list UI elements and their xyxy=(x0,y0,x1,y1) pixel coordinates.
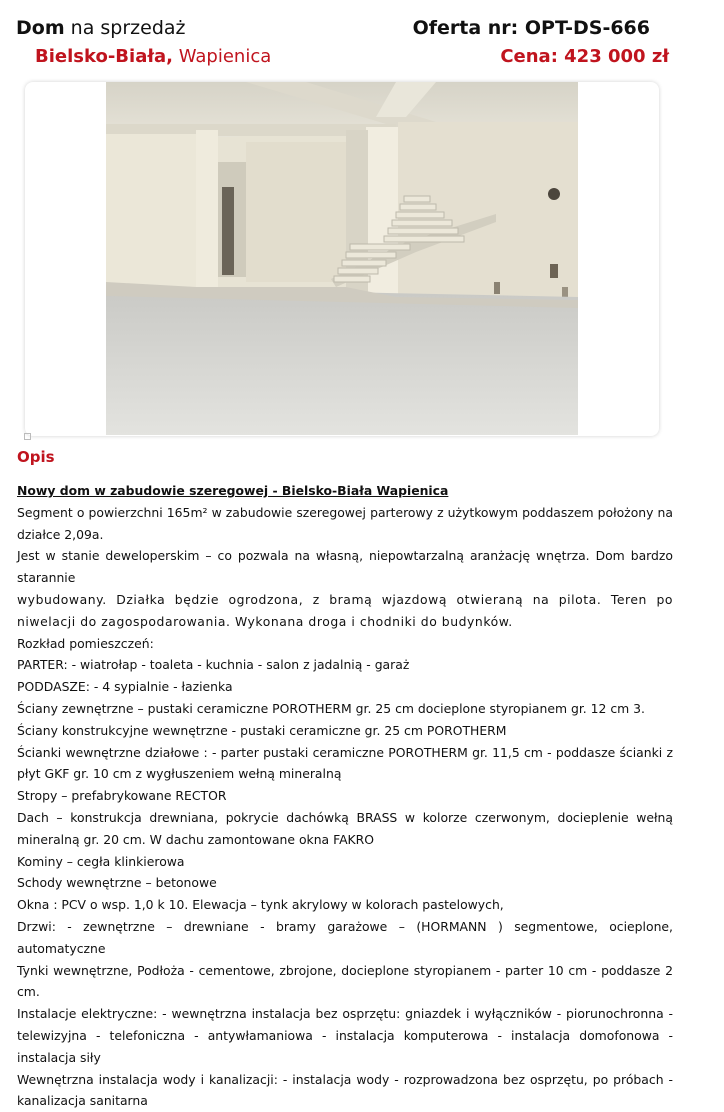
description-paragraph: Instalacje elektryczne: - wewnętrzna instalacja bez osprzętu: gniazdek i wyłączników - piorunochronna - telewizyjna - telefoniczna - antywłamaniowa - instalacja komputerowa - instalacja domofonowa - instalacja siły xyxy=(17,1006,673,1065)
description xyxy=(17,480,673,1112)
city-name: Bielsko-Biała, xyxy=(35,46,174,67)
description-paragraph: Dach – konstrukcja drewniana, pokrycie dachówką BRASS w kolorze czerwonym, docieplenie wełną mineralną gr. 20 cm. W dachu zamontowane okna FAKRO xyxy=(17,809,673,847)
description-paragraph: Ścianki wewnętrzne działowe : - parter pustaki ceramiczne POROTHERM gr. 11,5 cm - poddasze ścianki z płyt GKF gr. 10 cm z wygłuszeniem wełną mineralną xyxy=(17,744,673,782)
listing-header xyxy=(0,0,724,80)
description-paragraph: PARTER: - wiatrołap - toaleta - kuchnia - salon z jadalnią - garaż xyxy=(17,657,410,673)
description-paragraph: Ściany zewnętrzne – pustaki ceramiczne POROTHERM gr. 25 cm docieplone styropianem gr. 12 cm 3. xyxy=(17,700,645,716)
property-type: Dom xyxy=(16,17,65,39)
description-paragraph: Wewnętrzna instalacja wody i kanalizacji: - instalacja wody - rozprowadzona bez osprzętu, po próbach - kanalizacja sanitarna xyxy=(17,1071,673,1109)
description-paragraph: PODDASZE: - 4 sypialnie - łazienka xyxy=(17,679,233,695)
description-paragraph: Rozkład pomieszczeń: xyxy=(17,635,154,651)
description-paragraph: Tynki wewnętrzne, Podłoża - cementowe, zbrojone, docieplone styropianem - parter 10 cm - poddasze 2 cm. xyxy=(17,962,673,1000)
photo-thumbnail-marker xyxy=(24,433,31,440)
description-paragraph: Kominy – cegła klinkierowa xyxy=(17,853,185,869)
description-heading: Nowy dom w zabudowie szeregowej - Bielsko-Biała Wapienica xyxy=(17,483,449,498)
description-paragraph: Ściany konstrukcyjne wewnętrzne - pustaki ceramiczne gr. 25 cm POROTHERM xyxy=(17,722,507,738)
description-paragraph: Segment o powierzchni 165m² w zabudowie szeregowej parterowy z użytkowym poddaszem położony na działce 2,09a. xyxy=(17,504,673,542)
description-paragraph: Stropy – prefabrykowane RECTOR xyxy=(17,788,227,804)
offer-number: Oferta nr: OPT-DS-666 xyxy=(412,17,650,39)
description-paragraph: Drzwi: - zewnętrzne – drewniane - bramy garażowe – (HORMANN ) segmentowe, ocieplone, automatyczne xyxy=(17,918,673,956)
description-paragraph: wybudowany. Działka będzie ogrodzona, z bramą wjazdową otwieraną na pilota. Teren po niwelacji do zagospodarowania. Wykonana droga i chodniki do budynków. xyxy=(17,591,673,629)
description-paragraph: Schody wewnętrzne – betonowe xyxy=(17,875,217,891)
district-name: Wapienica xyxy=(173,46,272,67)
property-photo xyxy=(106,82,578,435)
listing-title xyxy=(16,17,186,39)
listing-purpose: na sprzedaż xyxy=(64,17,186,39)
section-title: Opis xyxy=(17,448,55,466)
listing-location xyxy=(35,46,271,67)
description-paragraph: Okna : PCV o wsp. 1,0 k 10. Elewacja – tynk akrylowy w kolorach pastelowych, xyxy=(17,897,504,913)
listing-price: Cena: 423 000 zł xyxy=(500,46,669,67)
description-paragraph: Jest w stanie deweloperskim – co pozwala na własną, niepowtarzalną aranżację wnętrza. Dom bardzo starannie xyxy=(17,548,673,586)
